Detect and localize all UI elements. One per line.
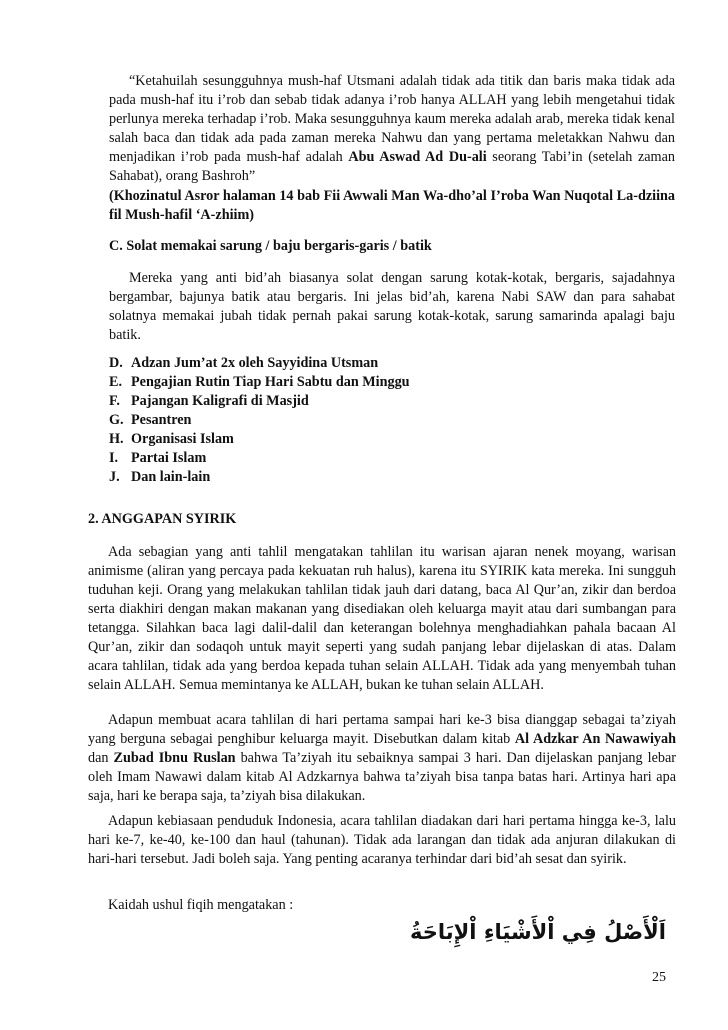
para2-text: Adapun membuat acara tahlilan di hari pertama sampai hari ke-3 bisa dianggap sebagai ta’ziyah yang berguna sebagai penghibur keluarga mayit. Disebutkan dalam kitab — [88, 712, 676, 747]
list-item-text: Pesantren — [131, 412, 192, 428]
quote-bold-name: Abu Aswad Ad Du-ali — [348, 149, 487, 165]
list-item-letter: J. — [109, 469, 120, 485]
list-item-text: Adzan Jum’at 2x oleh Sayyidina Utsman — [131, 355, 379, 371]
para2-bold-kitab-2: Zubad Ibnu Ruslan — [113, 750, 236, 766]
list-item — [109, 373, 675, 392]
section-c-body-block — [109, 269, 675, 345]
list-item-letter: H. — [109, 431, 124, 447]
reference-citation: (Khozinatul Asror halaman 14 bab Fii Awwali Man Wa-dho’al I’roba Wan Nuqotal La-dziina fil Mush-hafil ‘A-zhiim) — [109, 188, 675, 223]
para2-text-mid: dan — [88, 750, 114, 766]
quote-block — [109, 72, 675, 186]
list-item — [109, 430, 675, 449]
list-item — [109, 392, 675, 411]
quote-paragraph — [109, 72, 675, 186]
section-c-paragraph: Mereka yang anti bid’ah biasanya solat dengan sarung kotak-kotak, bergaris, sajadahnya bergambar, bajunya batik atau bergaris. Ini jelas bid’ah, karena Nabi SAW dan para sahabat solatnya memakai jubah tidak pernah pakai sarung kotak-kotak, sarung samarinda apalagi baju batik. — [109, 270, 675, 343]
list-item-text: Pajangan Kaligrafi di Masjid — [131, 393, 309, 409]
para2-text-end: bahwa Ta’ziyah itu sebaiknya sampai 3 hari. Dan dijelaskan panjang lebar oleh Imam Nawawi dalam kitab Al Adzkarnya bahwa ta’ziyah bisa tanpa batas hari. Artinya hari apa saja, hari ke berapa saja, ta’ziyah bisa dilakukan. — [88, 750, 676, 804]
section-c-heading-block — [109, 237, 675, 256]
para2-bold-kitab-1: Al Adzkar An Nawawiyah — [514, 731, 676, 747]
arabic-fiqh-rule: اَلْأَصْلُ فِي اْلأَشْيَاءِ اْلإِبَاحَةُ — [410, 920, 666, 944]
list-item-letter: I. — [109, 450, 119, 466]
section-2-heading: 2. ANGGAPAN SYIRIK — [88, 511, 237, 527]
list-item-letter: D. — [109, 355, 123, 371]
reference-block — [109, 187, 675, 225]
list-item — [109, 411, 675, 430]
list-item-text: Partai Islam — [131, 450, 207, 466]
section-2-para3-block — [88, 812, 676, 869]
list-item — [109, 449, 675, 468]
section-2-para4-block — [88, 896, 676, 915]
section-2-paragraph-4: Kaidah ushul fiqih mengatakan : — [108, 897, 294, 913]
quote-text-end: seorang Tabi’in (setelah zaman Sahabat), orang Bashroh” — [109, 149, 675, 184]
list-item-text: Dan lain-lain — [131, 469, 211, 485]
section-2-heading-block — [88, 510, 676, 529]
quote-text: “Ketahuilah sesungguhnya mush-haf Utsmani adalah tidak ada titik dan baris maka tidak ada pada mush-haf itu i’rob dan sebab tidak adanya i’rob hanya ALLAH yang lebih mengetahui tidak perlunya mereka terhadap i’rob. Maka sesungguhnya kaum mereka adalah arab, mereka tidak kenal salah baca dan tidak ada pada zaman mereka Nahwu dan yang pertama meletakkan Nahwu dan menjadikan i’rob pada mush-haf adalah — [109, 73, 675, 165]
section-2-paragraph-2 — [88, 711, 676, 806]
section-2-para1-block — [88, 543, 676, 695]
section-2-para2-block — [88, 711, 676, 806]
list-item-letter: F. — [109, 393, 120, 409]
list-item — [109, 468, 675, 487]
page-number: 25 — [652, 970, 666, 985]
section-2-paragraph-3: Adapun kebiasaan penduduk Indonesia, acara tahlilan diadakan dari hari pertama hingga ke-3, lalu hari ke-7, ke-40, ke-100 dan haul (tahunan). Tidak ada larangan dan tidak ada anjuran dilakukan di hari-hari tersebut. Jadi boleh saja. Yang penting acaranya terhindar dari bid’ah sesat dan syirik. — [88, 813, 676, 867]
list-item — [109, 354, 675, 373]
topic-list — [109, 354, 675, 487]
list-item-text: Pengajian Rutin Tiap Hari Sabtu dan Minggu — [131, 374, 410, 390]
section-c-heading: C. Solat memakai sarung / baju bergaris-garis / batik — [109, 238, 432, 254]
list-item-text: Organisasi Islam — [131, 431, 234, 447]
list-item-letter: E. — [109, 374, 123, 390]
section-2-paragraph-1: Ada sebagian yang anti tahlil mengatakan tahlilan itu warisan ajaran nenek moyang, warisan animisme (aliran yang percaya pada kekuatan ruh halus), karena itu SYIRIK kata mereka. Ini sungguh tuduhan keji. Orang yang melakukan tahlilan tidak jauh dari datang, baca Al Qur’an, zikir dan berdoa serta diakhiri dengan makan makanan yang disediakan oleh keluarga mayit atau dari sumbangan para tetangga. Silahkan baca lagi dalil-dalil dan keterangan bolehnya menghadiahkan pahala bacaan Al Qur’an, zikir dan sodaqoh untuk mayit seperti yang sudah panjang lebar dijelaskan di atas. Dalam acara tahlilan, tidak ada yang berdoa kepada tuhan selain ALLAH. Tidak ada yang menyembah tuhan selain ALLAH. Semua memintanya ke ALLAH, bukan ke tuhan selain ALLAH. — [88, 544, 676, 693]
list-item-letter: G. — [109, 412, 124, 428]
